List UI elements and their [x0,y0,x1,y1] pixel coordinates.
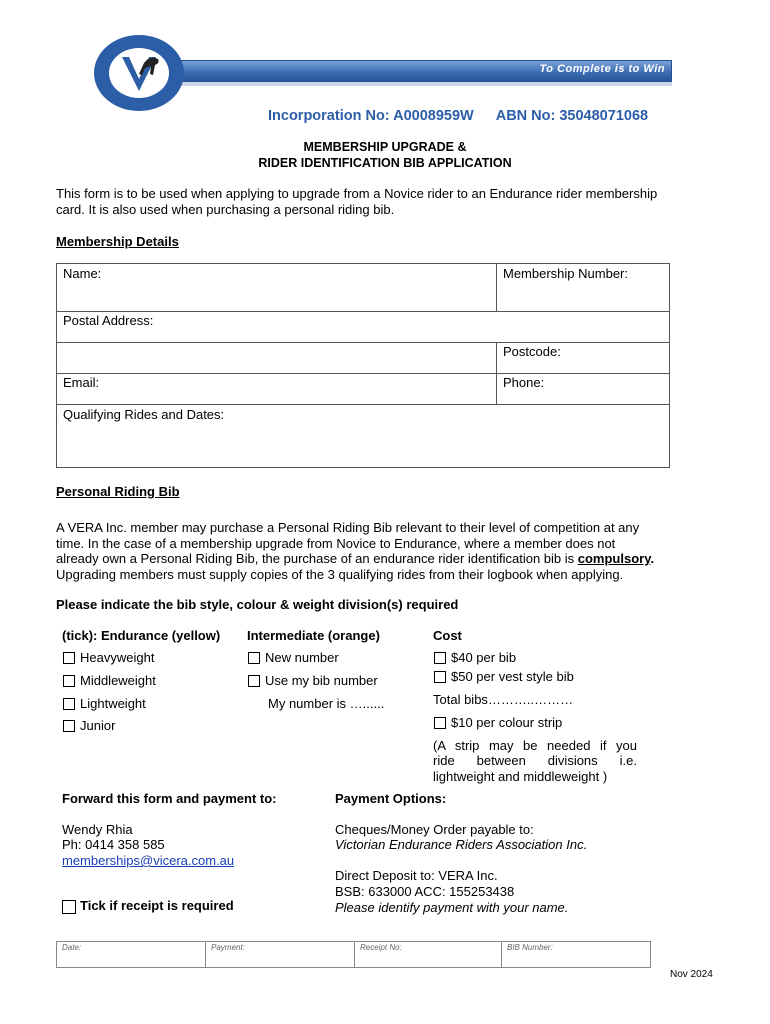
form-title-line-2: RIDER IDENTIFICATION BIB APPLICATION [258,156,512,170]
cost-column-header: Cost [433,628,462,643]
bib-para-line-1: A VERA Inc. member may purchase a Personal Riding Bib relevant to their level of competition at any [56,520,640,535]
office-bib-number-field[interactable]: BIB Number: [507,943,553,952]
receipt-checkbox[interactable] [62,900,76,914]
lightweight-checkbox[interactable] [63,698,75,710]
strip-note-line-2: ride between divisions i.e. [433,753,637,768]
bib-40-checkbox[interactable] [434,652,446,664]
email-field[interactable]: Email: [63,375,100,390]
deposit-text: Direct Deposit to: VERA Inc. [335,868,498,883]
contact-name: Wendy Rhia [62,822,133,837]
strip-note-line-1: (A strip may be needed if you [433,738,637,753]
table-divider [496,263,497,311]
bib-para-line-3 [56,551,654,567]
heavyweight-label: Heavyweight [80,650,155,665]
banner-shadow [154,82,672,86]
name-field[interactable]: Name: [63,266,102,281]
bib-instruction: Please indicate the bib style, colour & weight division(s) required [56,597,459,612]
intermediate-column-header: Intermediate (orange) [247,628,380,643]
office-payment-field[interactable]: Payment: [211,943,245,952]
postcode-field[interactable]: Postcode: [503,344,561,359]
table-divider [56,404,670,405]
header-banner [150,60,672,82]
vest-50-checkbox[interactable] [434,671,446,683]
intro-line-2: card. It is also used when purchasing a personal riding bib. [56,202,395,217]
bib-para-line-3-end: . [650,551,655,566]
office-divider [501,941,502,968]
cheques-text: Cheques/Money Order payable to: [335,822,534,837]
bib-40-label: $40 per bib [451,650,517,665]
new-number-checkbox[interactable] [248,652,260,664]
junior-checkbox[interactable] [63,720,75,732]
office-divider [205,941,206,968]
forward-heading: Forward this form and payment to: [62,791,277,806]
lightweight-label: Lightweight [80,696,146,711]
membership-heading: Membership Details [56,234,179,249]
vest-50-label: $50 per vest style bib [451,669,574,684]
incorporation-line [268,108,648,124]
receipt-label: Tick if receipt is required [80,898,234,913]
colour-strip-label: $10 per colour strip [451,715,563,730]
tagline: To Complete is to Win [539,63,665,75]
table-divider [56,342,670,343]
bib-para-line-2: time. In the case of a membership upgrade from Novice to Endurance, where a member does not [56,536,616,551]
phone-field[interactable]: Phone: [503,375,545,390]
identify-payment-text: Please identify payment with your name. [335,900,569,915]
postal-address-field[interactable]: Postal Address: [63,313,154,328]
abn-number: ABN No: 35048071068 [495,108,649,124]
new-number-label: New number [265,650,339,665]
payee-text: Victorian Endurance Riders Association Inc. [335,837,588,852]
office-divider [354,941,355,968]
total-bibs-field[interactable]: Total bibs………..……… [433,692,574,707]
qualifying-rides-field[interactable]: Qualifying Rides and Dates: [63,407,225,422]
use-my-bib-number-checkbox[interactable] [248,675,260,687]
office-date-field[interactable]: Date: [62,943,82,952]
endurance-column-header: (tick): Endurance (yellow) [62,628,221,643]
payment-heading: Payment Options: [335,791,447,806]
bib-para-line-4: Upgrading members must supply copies of the 3 qualifying rides from their logbook when applying. [56,567,624,582]
colour-strip-checkbox[interactable] [434,717,446,729]
compulsory-text: compulsory [577,551,651,566]
intro-line-1: This form is to be used when applying to upgrade from a Novice rider to an Endurance rider membership [56,186,658,201]
office-receipt-field[interactable]: Receipt No: [360,943,402,952]
vera-logo [92,33,186,113]
junior-label: Junior [80,718,116,733]
table-divider [56,373,670,374]
contact-phone: Ph: 0414 358 585 [62,837,165,852]
membership-number-field[interactable]: Membership Number: [503,266,628,281]
table-divider [56,311,670,312]
middleweight-checkbox[interactable] [63,675,75,687]
membership-table [56,263,670,468]
bib-heading: Personal Riding Bib [56,484,180,499]
incorporation-number: Incorporation No: A0008959W [268,108,474,124]
strip-note-line-3: lightweight and middleweight ) [433,769,608,784]
heavyweight-checkbox[interactable] [63,652,75,664]
use-my-bib-number-label: Use my bib number [265,673,378,688]
middleweight-label: Middleweight [80,673,156,688]
footer-date: Nov 2024 [670,969,713,980]
contact-email-link[interactable]: memberships@vicera.com.au [62,853,235,868]
bib-para-line-3-text: already own a Personal Riding Bib, the purchase of an endurance rider identification bib is [56,551,578,566]
form-title-line-1: MEMBERSHIP UPGRADE & [303,140,467,154]
bsb-text: BSB: 633000 ACC: 155253438 [335,884,515,899]
my-number-field[interactable]: My number is …...... [268,696,385,711]
